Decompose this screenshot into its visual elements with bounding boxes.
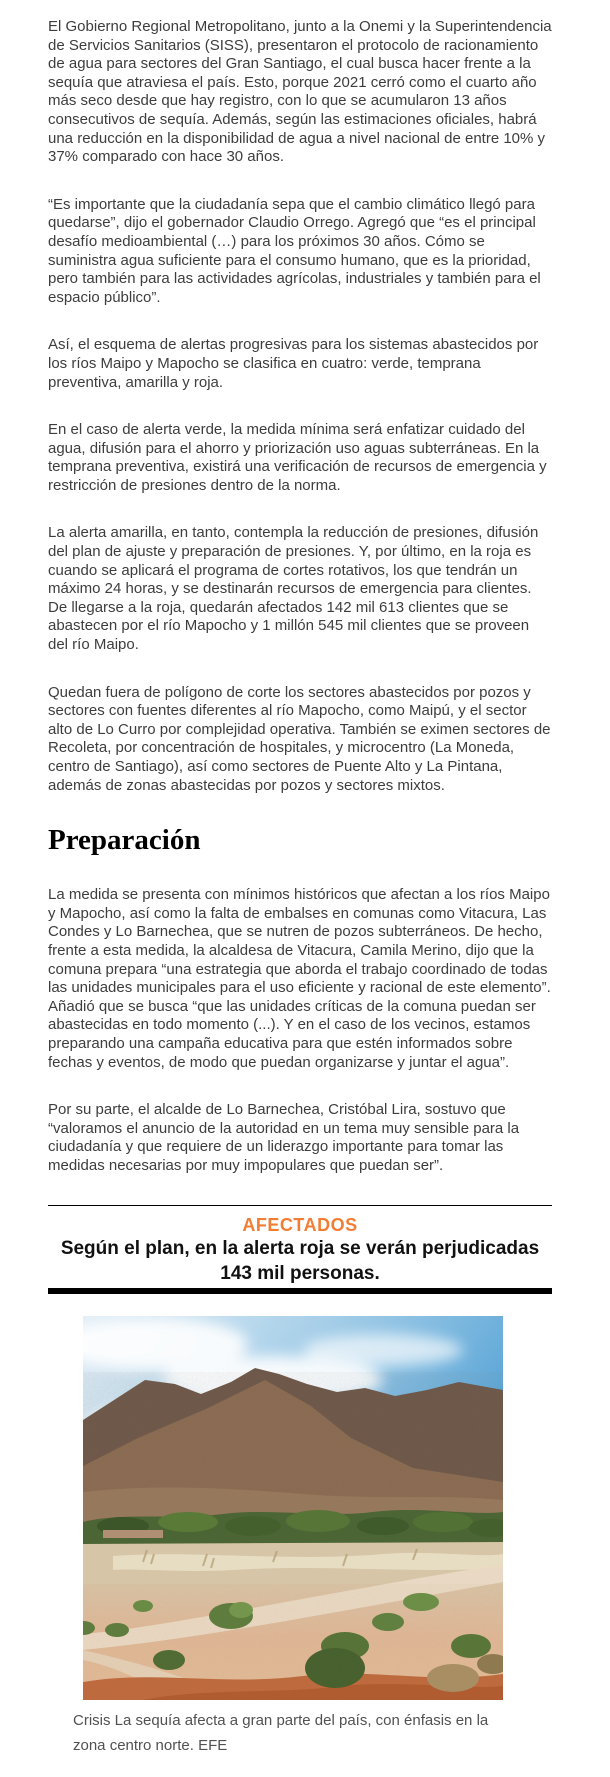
article-paragraph-7: La medida se presenta con mínimos históricos que afectan a los ríos Maipo y Mapocho, así como la falta de embalses en comunas como Vitacura, Las Condes y Lo Barnechea, que se nutren de pozos subterráneos. De hecho, frente a esta medida, la alcaldesa de Vitacura, Camila Merino, dijo que la comuna prepara “una estrategia que aborda el trabajo coordinado de todas las unidades municipales para el uso eficiente y racional de este elemento”. Añadió que se busca “que las unidades críticas de la comuna puedan ser abastecidas en todo momento (...). Y en el caso de los vecinos, estamos preparando una campaña educativa para que estén informados sobre fechas y eventos, de modo que puedan organizarse y juntar el agua”.	[48, 886, 551, 1071]
callout-bottom-divider	[48, 1288, 552, 1294]
article-paragraph-2: “Es importante que la ciudadanía sepa que el cambio climático llegó para quedarse”, dijo el gobernador Claudio Orrego. Agregó que “es el principal desafío medioambiental (…) para los próximos 30 años. Cómo se suministra agua suficiente para el consumo humano, que es la prioridad, pero también para las actividades agrícolas, industriales y también para el espacio público”.	[48, 195, 541, 306]
drought-landscape-photo	[83, 1316, 503, 1700]
callout-headline: Según el plan, en la alerta roja se verán perjudicadas 143 mil personas.	[60, 1237, 540, 1284]
article-paragraph-8: Por su parte, el alcalde de Lo Barnechea, Cristóbal Lira, sostuvo que “valoramos el anuncio de la autoridad en un tema muy sensible para la ciudadanía y que requiere de un liderazgo importante para tomar las medidas necesarias por muy impopulares que puedan ser”.	[48, 1101, 520, 1174]
section-heading-preparacion: Preparación	[48, 824, 201, 857]
callout-top-divider	[48, 1205, 552, 1206]
article-paragraph-5: La alerta amarilla, en tanto, contempla la reducción de presiones, difusión del plan de ajuste y preparación de presiones. Y, por último, en la roja es cuando se aplicará el programa de cortes rotativos, los que tendrán un máximo 24 horas, y se destinarán recursos de emergencia para clientes. De llegarse a la roja, quedarán afectados 142 mil 613 clientes que se abastecen por el río Mapocho y 1 millón 545 mil clientes que se proveen del río Maipo.	[48, 524, 539, 654]
photo-caption: Crisis La sequía afecta a gran parte del país, con énfasis en la zona centro norte. EFE	[73, 1711, 489, 1754]
article-paragraph-4: En el caso de alerta verde, la medida mínima será enfatizar cuidado del agua, difusión para el ahorro y priorización uso aguas subterráneas. En la temprana preventiva, existirá una verificación de recursos de emergencia y restricción de presiones dentro de la norma.	[48, 421, 547, 494]
article-paragraph-1: El Gobierno Regional Metropolitano, junto a la Onemi y la Superintendencia de Servicios Sanitarios (SISS), presentaron el protocolo de racionamiento de agua para sectores del Gran Santiago, el cual busca hacer frente a la sequía que atraviesa el país. Esto, porque 2021 cerró como el cuarto año más seco desde que hay registro, con lo que se acumularon 13 años consecutivos de sequía. Además, según las estimaciones oficiales, habrá una reducción en la disponibilidad de agua a nivel nacional de entre 10% y 37% comparado con hace 30 años.	[48, 18, 552, 166]
article-paragraph-6: Quedan fuera de polígono de corte los sectores abastecidos por pozos y sectores con fuentes diferentes al río Mapocho, como Maipú, y el sector alto de Lo Curro por complejidad operativa. También se eximen sectores de Recoleta, por concentración de hospitales, y microcentro (La Moneda, centro de Santiago), así como sectores de Puente Alto y La Pintana, además de zonas abastecidas por pozos y sectores mixtos.	[48, 683, 551, 794]
article-paragraph-3: Así, el esquema de alertas progresivas para los sistemas abastecidos por los ríos Maipo y Mapocho se clasifica en cuatro: verde, temprana preventiva, amarilla y roja.	[48, 336, 539, 391]
article-figure	[73, 1316, 503, 1758]
callout-kicker: AFECTADOS	[242, 1214, 358, 1235]
